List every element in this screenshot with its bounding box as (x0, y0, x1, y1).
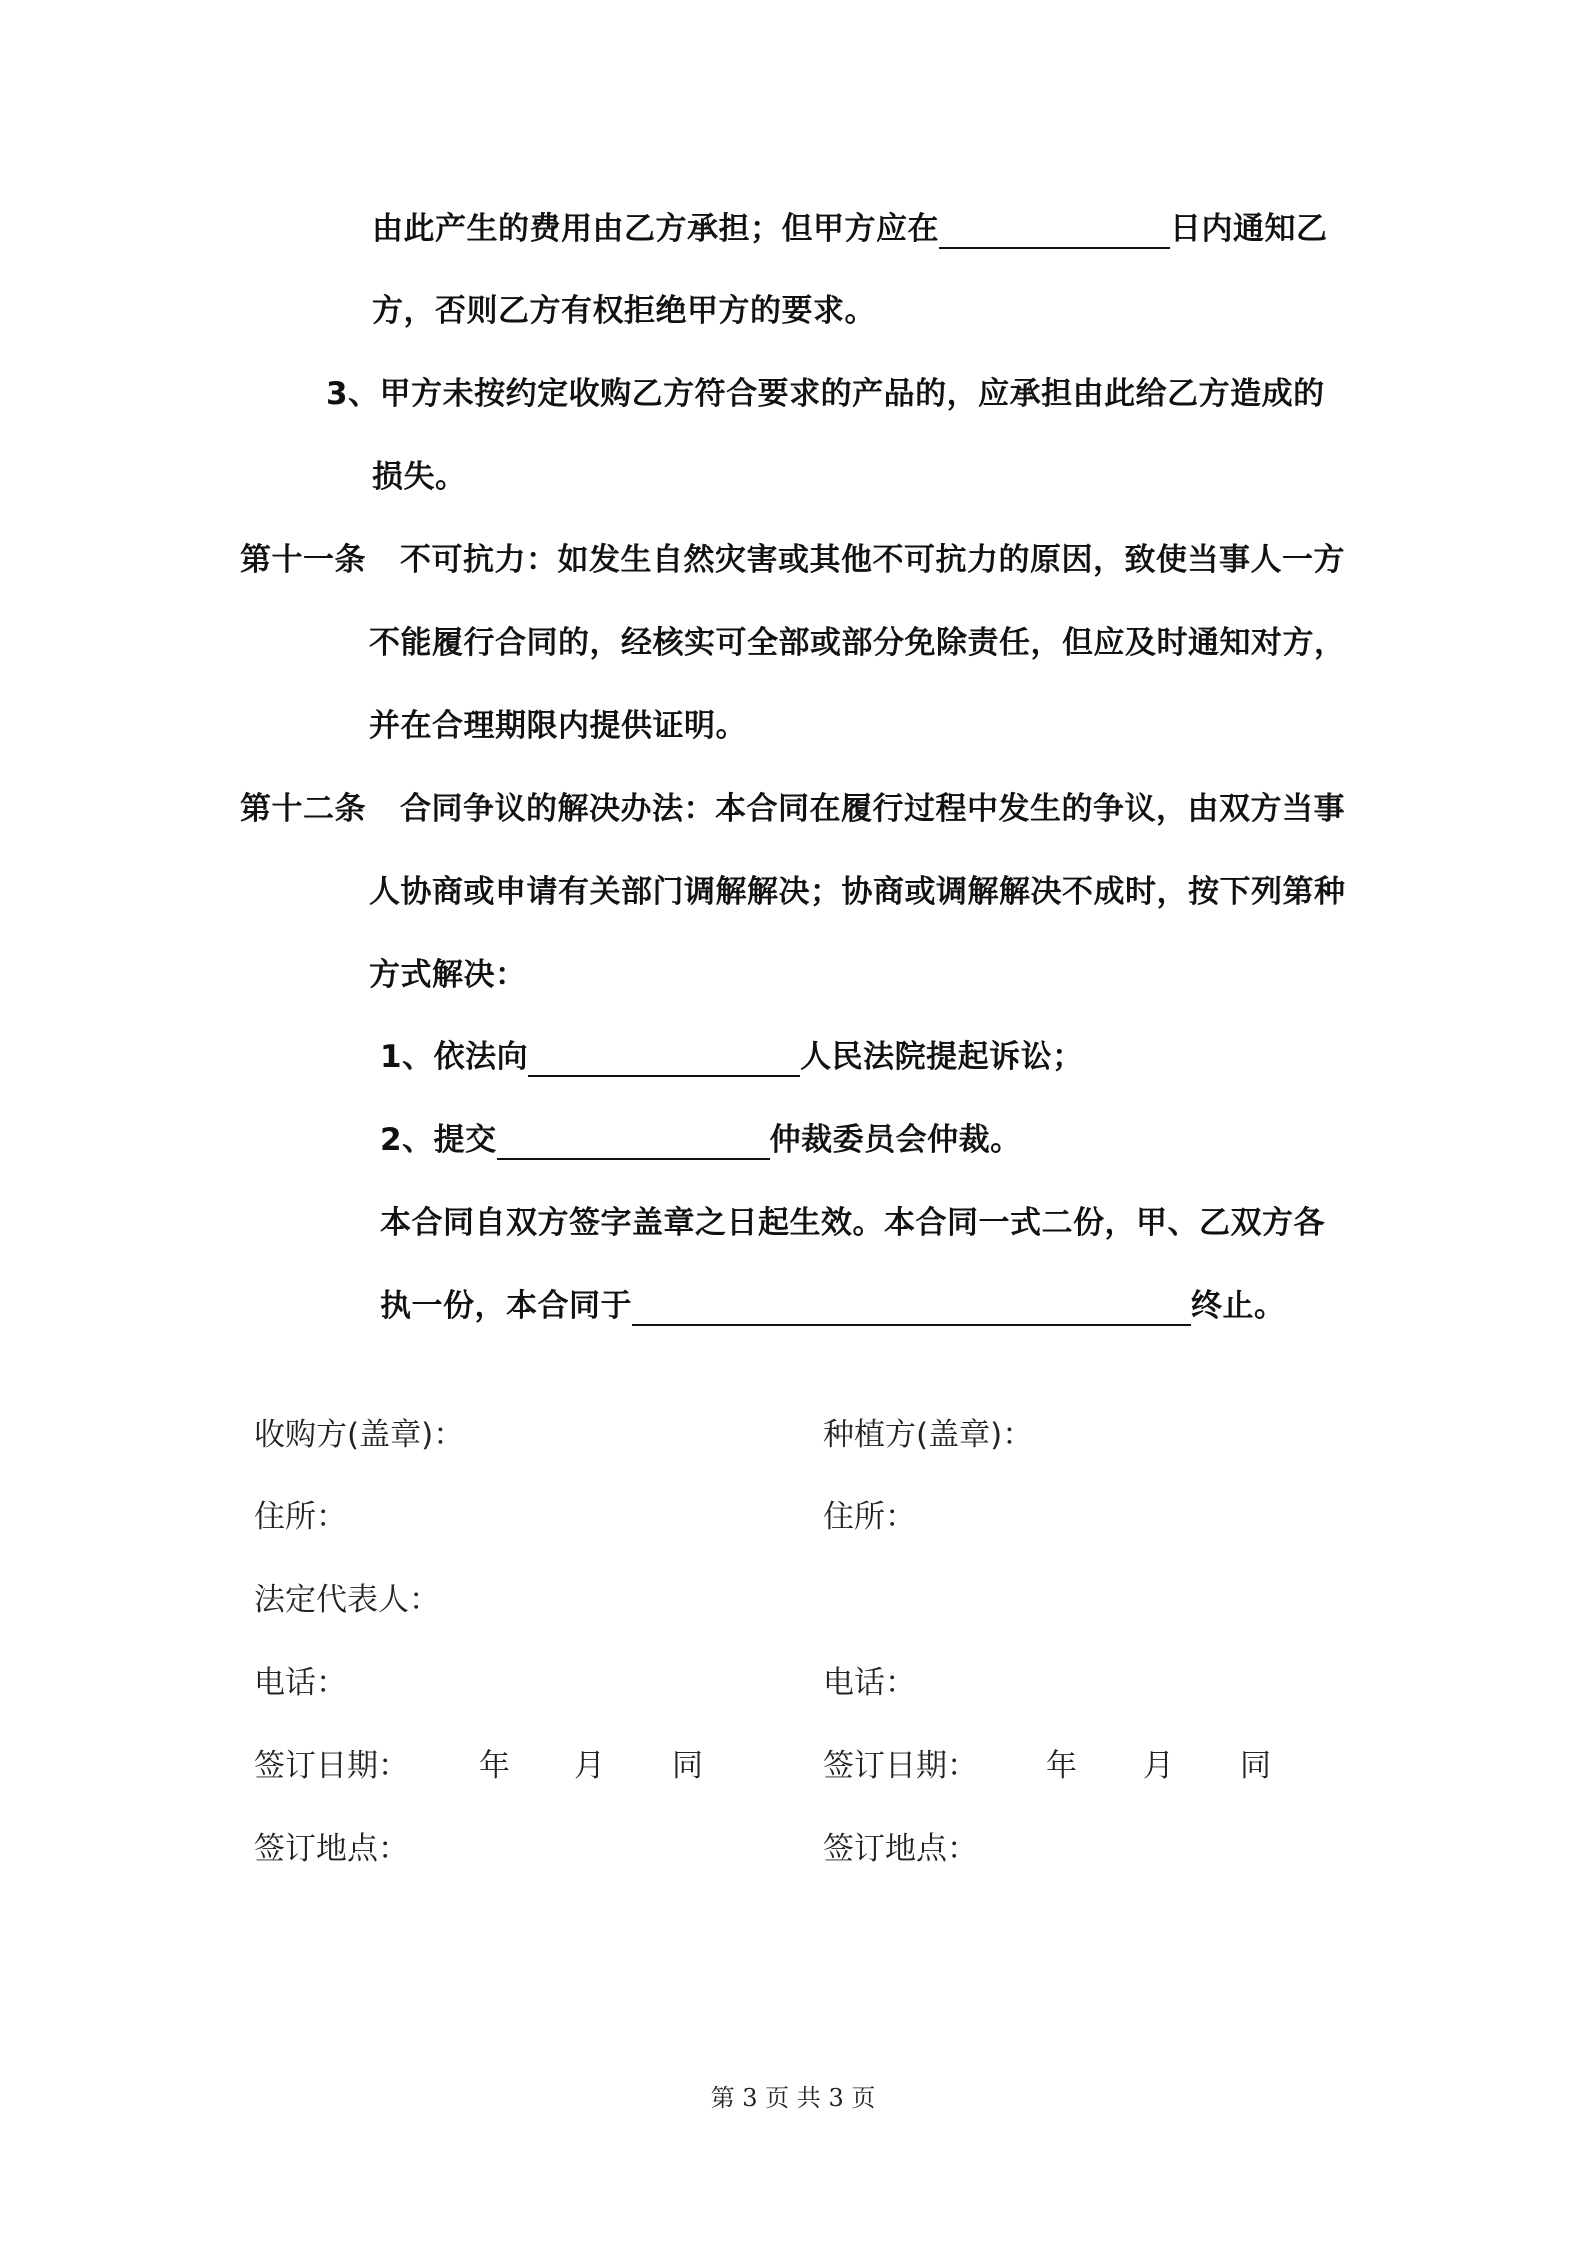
article-11-label: 第十一条 (240, 542, 366, 578)
clause-text-line (372, 209, 1328, 249)
text: 仲裁委员会仲裁。 (769, 1122, 1022, 1158)
arbitration-blank-field[interactable] (497, 1124, 770, 1160)
text: 日内通知乙 (1170, 211, 1328, 247)
article-12-text: 方式解决： (369, 957, 527, 993)
article-11-text: 并在合理期限内提供证明。 (369, 708, 747, 744)
article-11-text: 不能履行合同的，经核实可全部或部分免除责任，但应及时通知对方， (369, 625, 1346, 661)
text: 执一份，本合同于 (380, 1288, 632, 1324)
grower-seal-label: 种植方(盖章)： (823, 1417, 1034, 1453)
grower-place-label: 签订地点： (823, 1831, 978, 1867)
text: 1、依法向 (380, 1039, 529, 1075)
clause-text-line: 方，否则乙方有权拒绝甲方的要求。 (372, 293, 876, 329)
page-number: 第 3 页 共 3 页 (710, 2084, 876, 2112)
days-blank-field[interactable] (939, 213, 1170, 249)
termination-date-blank-field[interactable] (632, 1290, 1191, 1326)
clause-text-line: 损失。 (372, 459, 467, 495)
text: 2、提交 (380, 1122, 497, 1158)
termination-line (380, 1286, 1286, 1326)
buyer-date-day: 同 (672, 1748, 703, 1784)
option-1 (380, 1037, 1084, 1077)
article-12-label: 第十二条 (240, 791, 366, 827)
grower-date-year: 年 (1046, 1748, 1077, 1784)
buyer-place-label: 签订地点： (254, 1831, 409, 1867)
buyer-date-label: 签订日期： (254, 1748, 409, 1784)
grower-date-month: 月 (1143, 1748, 1174, 1784)
effectiveness-text: 本合同自双方签字盖章之日起生效。本合同一式二份，甲、乙双方各 (380, 1205, 1325, 1241)
article-12-text: 合同争议的解决办法：本合同在履行过程中发生的争议，由双方当事 (400, 791, 1345, 827)
text: 终止。 (1191, 1288, 1286, 1324)
grower-address-label: 住所： (823, 1499, 916, 1535)
buyer-address-label: 住所： (254, 1499, 347, 1535)
grower-date-day: 同 (1240, 1748, 1271, 1784)
article-11-text: 不可抗力：如发生自然灾害或其他不可抗力的原因，致使当事人一方 (400, 542, 1345, 578)
grower-phone-label: 电话： (823, 1665, 916, 1701)
grower-date-label: 签订日期： (823, 1748, 978, 1784)
buyer-seal-label: 收购方(盖章)： (254, 1417, 465, 1453)
court-blank-field[interactable] (528, 1041, 800, 1077)
buyer-representative-label: 法定代表人： (254, 1582, 440, 1618)
buyer-phone-label: 电话： (254, 1665, 347, 1701)
article-12-text: 人协商或申请有关部门调解解决；协商或调解解决不成时，按下列第种 (369, 874, 1346, 910)
buyer-date-month: 月 (574, 1748, 605, 1784)
buyer-date-year: 年 (479, 1748, 510, 1784)
text: 人民法院提起诉讼； (800, 1039, 1084, 1075)
text: 由此产生的费用由乙方承担；但甲方应在 (372, 211, 939, 247)
option-2 (380, 1120, 1022, 1160)
clause-item-3: 3、甲方未按约定收购乙方符合要求的产品的，应承担由此给乙方造成的 (326, 376, 1325, 412)
